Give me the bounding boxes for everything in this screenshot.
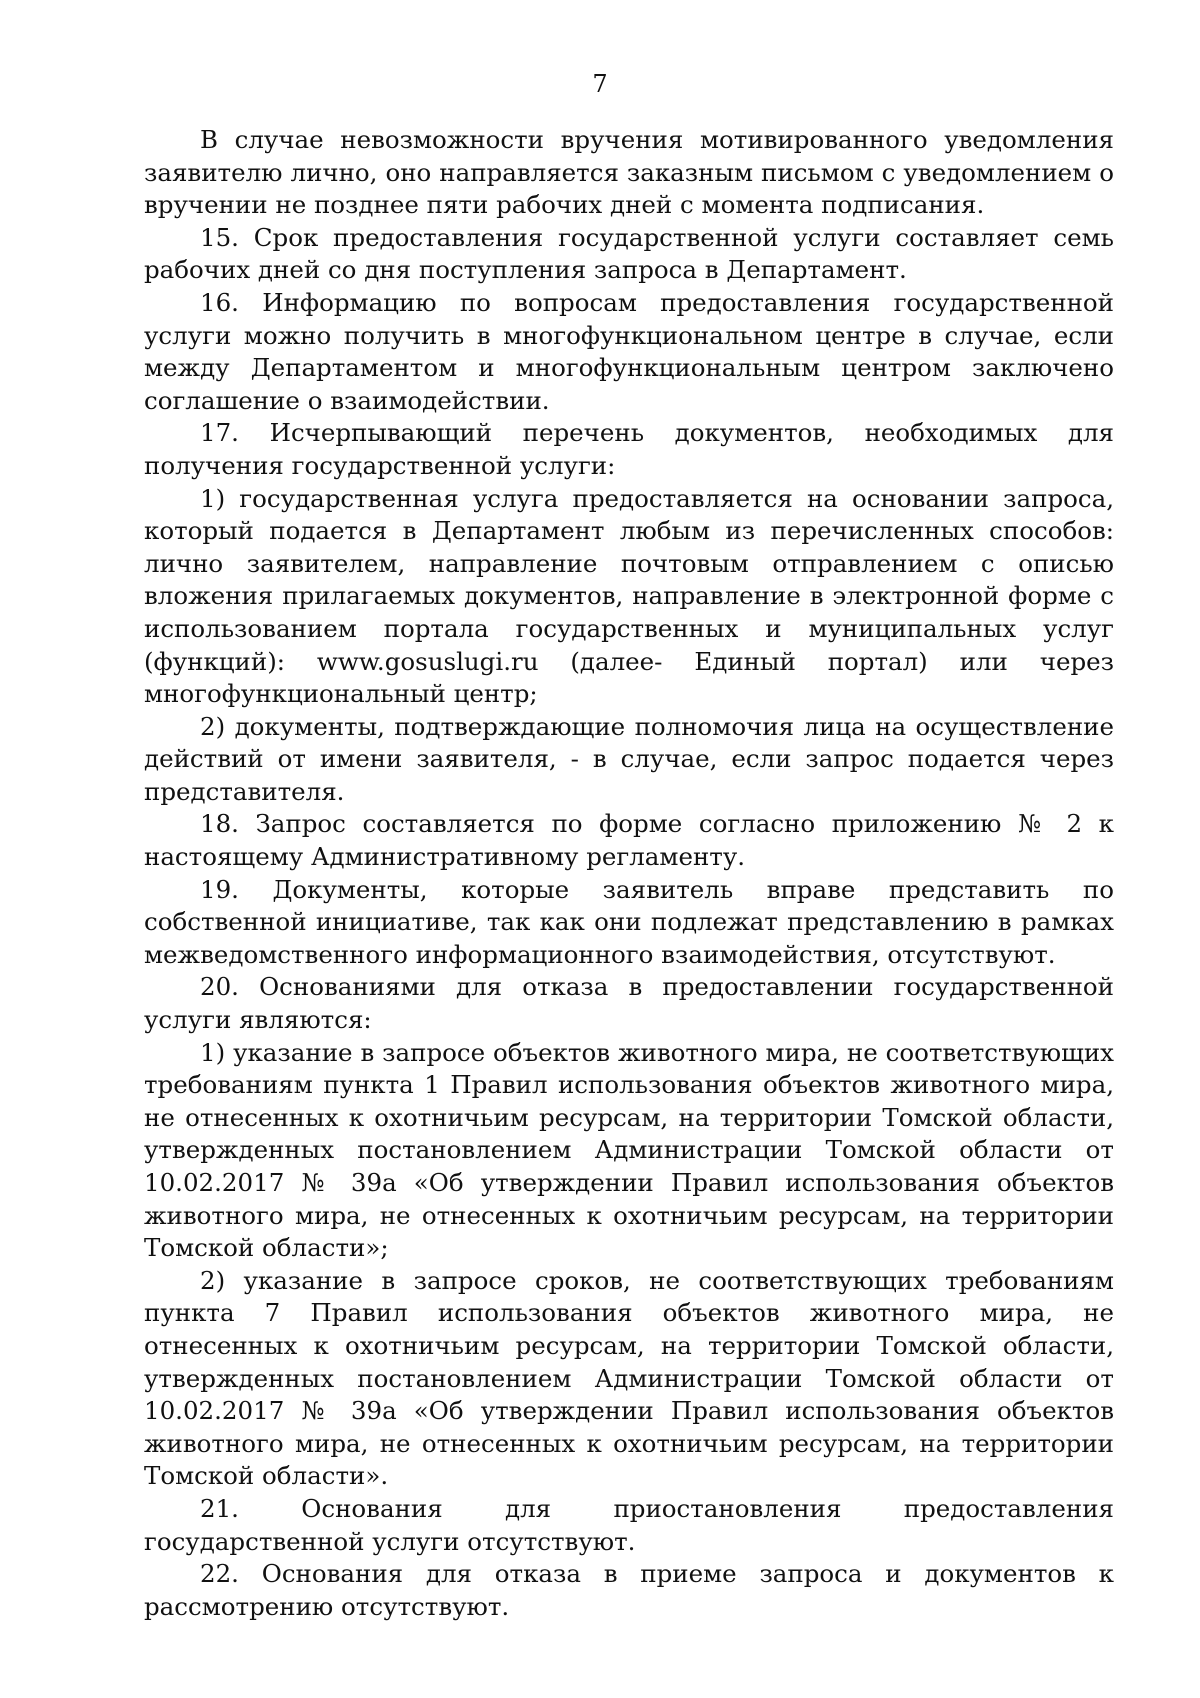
paragraph-20-refusal-grounds: 20. Основаниями для отказа в предоставлении государственной услуги являются: <box>144 972 1114 1035</box>
paragraph-17-item-1: 1) государственная услуга предоставляется на основании запроса, который подается в Департамент любым из перечисленных способов: лично заявителем, направление почтовым отправлением с описью вложения прилагаемых документов, направление в электронной форме с использованием портала государственных и муниципальных услуг (функций): www.gosuslugi.ru (далее- Единый портал) или через многофункциональный центр; <box>144 483 1114 709</box>
paragraph-21-suspension-grounds: 21. Основания для приостановления предоставления государственной услуги отсутствуют. <box>144 1493 1114 1556</box>
paragraph-16-information: 16. Информацию по вопросам предоставления государственной услуги можно получить в многофункциональном центре в случае, если между Департаментом и многофункциональным центром заключено соглашение о взаимодействии. <box>144 287 1114 415</box>
paragraph-notification-delivery: В случае невозможности вручения мотивированного уведомления заявителю лично, оно направляется заказным письмом с уведомлением о вручении не позднее пяти рабочих дней с момента подписания. <box>144 125 1114 220</box>
paragraph-20-item-1: 1) указание в запросе объектов животного мира, не соответствующих требованиям пункта 1 Правил использования объектов животного мира, не отнесенных к охотничьим ресурсам, на территории Томской области, утвержденных постановлением Администрации Томской области от 10.02.2017 № 39а «Об утверждении Правил использования объектов животного мира, не отнесенных к охотничьим ресурсам, на территории Томской области»; <box>144 1037 1114 1263</box>
page-number: 7 <box>592 70 608 98</box>
paragraph-17-item-2: 2) документы, подтверждающие полномочия лица на осуществление действий от имени заявителя, - в случае, если запрос подается через представителя. <box>144 711 1114 806</box>
paragraph-15-service-term: 15. Срок предоставления государственной услуги составляет семь рабочих дней со дня поступления запроса в Департамент. <box>144 222 1114 285</box>
paragraph-22-acceptance-refusal-grounds: 22. Основания для отказа в приеме запроса и документов к рассмотрению отсутствуют. <box>144 1559 1114 1621</box>
paragraph-18-request-form: 18. Запрос составляется по форме согласно приложению № 2 к настоящему Административному регламенту. <box>144 809 1114 872</box>
document-body <box>144 124 1114 1623</box>
paragraph-17-documents-list: 17. Исчерпывающий перечень документов, необходимых для получения государственной услуги: <box>144 418 1114 480</box>
paragraph-20-item-2: 2) указание в запросе сроков, не соответствующих требованиям пункта 7 Правил использования объектов животного мира, не отнесенных к охотничьим ресурсам, на территории Томской области, утвержденных постановлением Администрации Томской области от 10.02.2017 № 39а «Об утверждении Правил использования объектов животного мира, не отнесенных к охотничьим ресурсам, на территории Томской области». <box>144 1265 1114 1491</box>
paragraph-19-own-initiative-documents: 19. Документы, которые заявитель вправе представить по собственной инициативе, так как они подлежат представлению в рамках межведомственного информационного взаимодействия, отсутствуют. <box>144 874 1114 969</box>
